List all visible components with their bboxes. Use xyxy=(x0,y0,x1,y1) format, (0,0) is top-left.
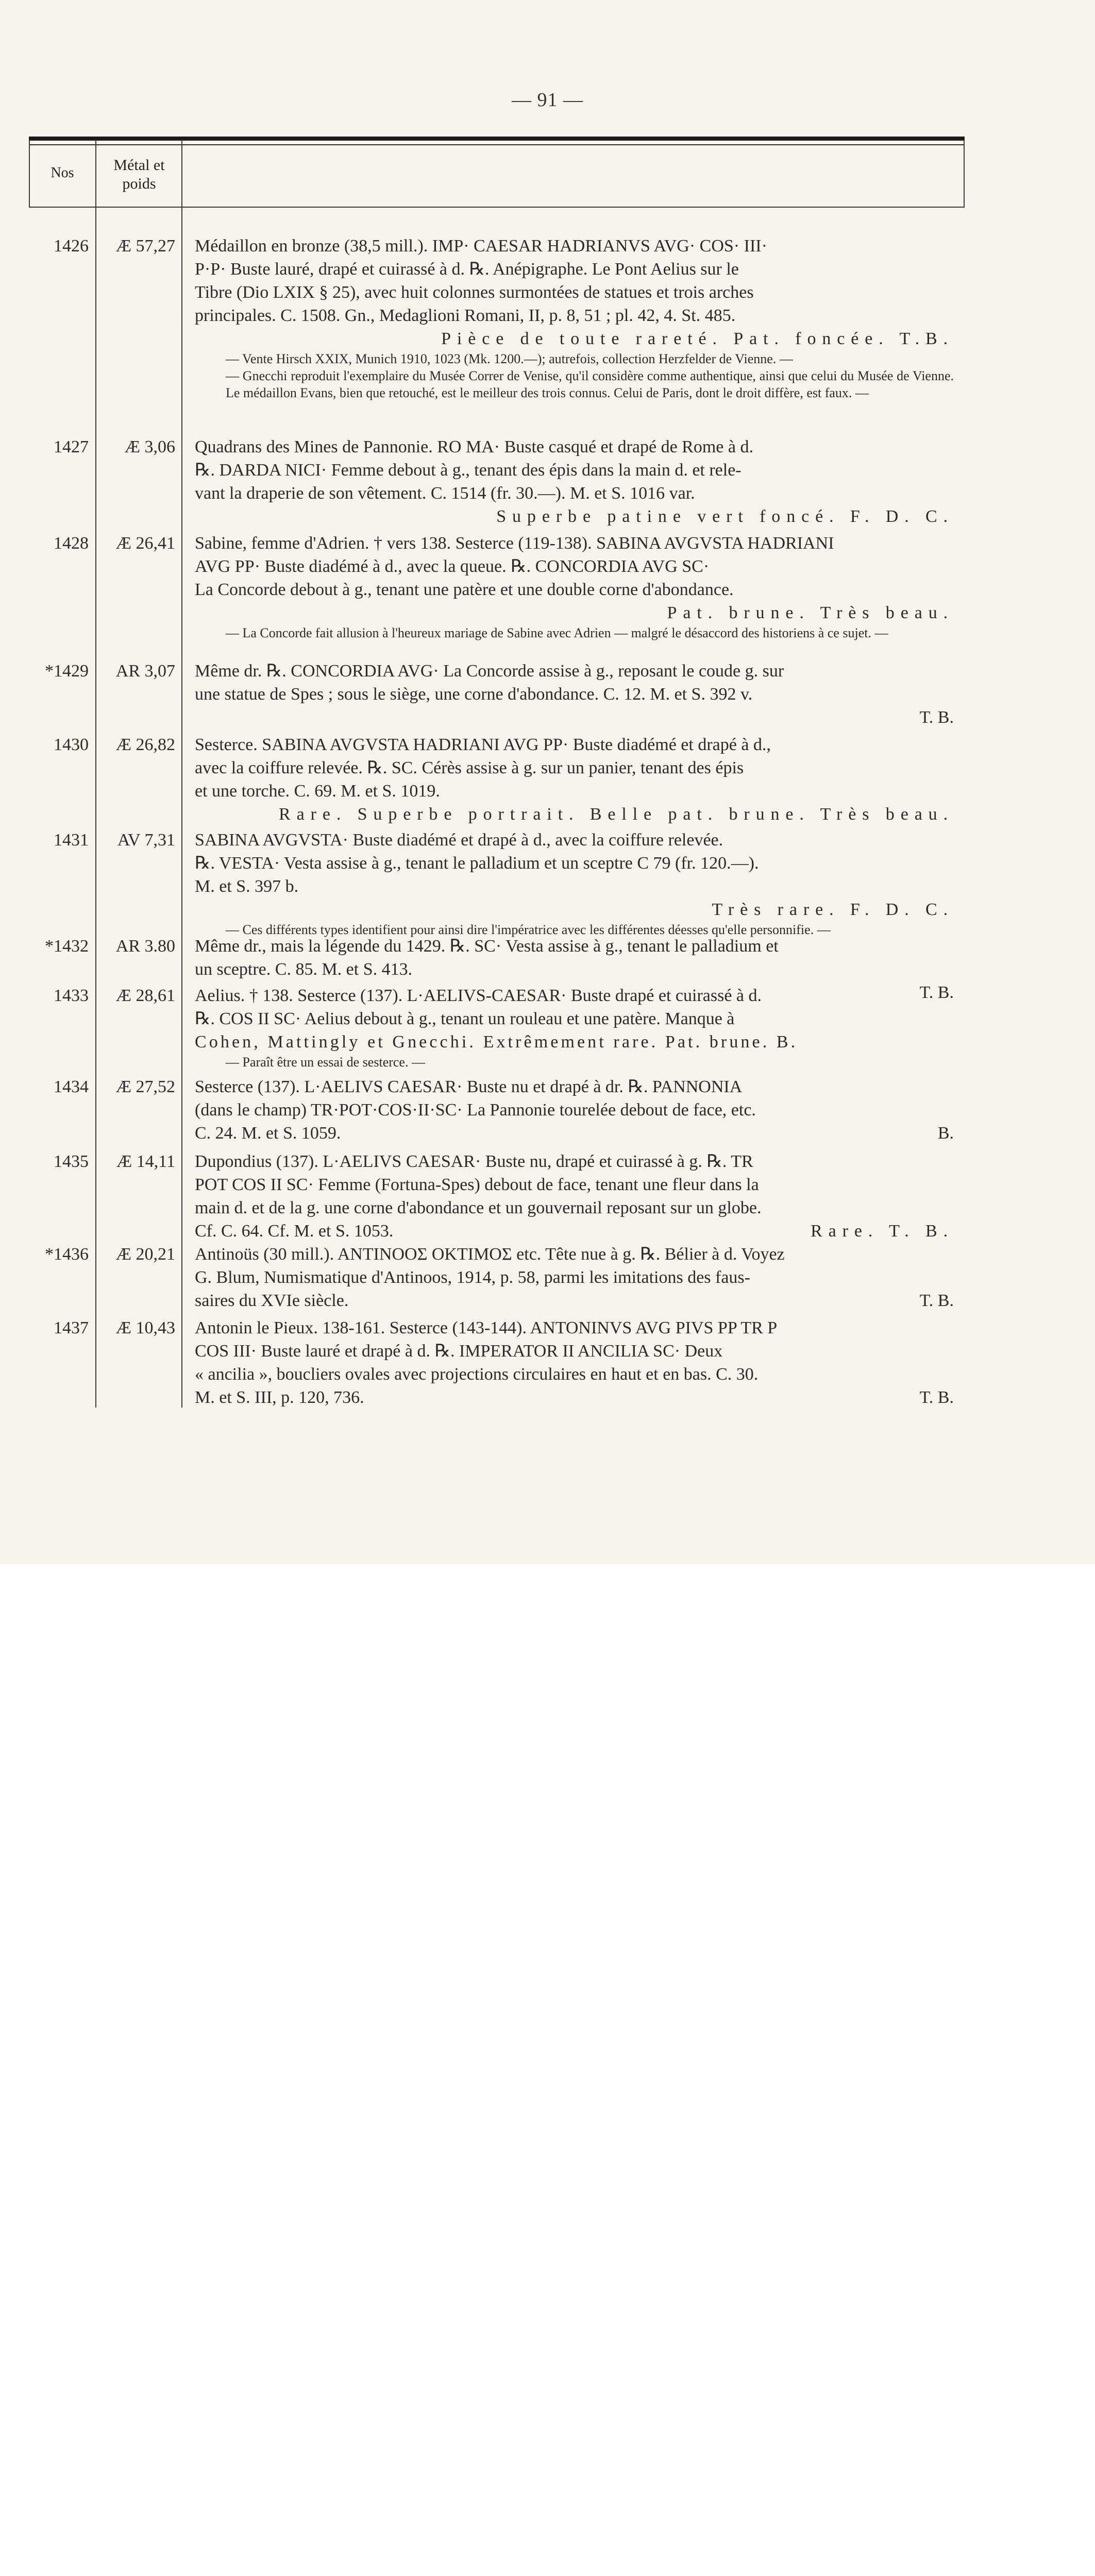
entry-number: *1436 xyxy=(45,1245,89,1264)
entry-metal-weight: Æ 26,41 xyxy=(115,534,175,553)
entry-metal-weight: Æ 14,11 xyxy=(116,1152,175,1171)
footer-bar xyxy=(0,1564,1095,1643)
entry-metal-weight: AV 7,31 xyxy=(117,831,175,850)
desc-line: C. 24. M. et S. 1059. xyxy=(195,1124,341,1143)
desc-line: SABINA AVGVSTA· Buste diadémé et drapé à d., avec la coiffure relevée. xyxy=(195,831,723,850)
desc-line: Même dr. ℞. CONCORDIA AVG· La Concorde assise à g., reposant le coude g. sur xyxy=(195,662,784,681)
desc-line: un sceptre. C. 85. M. et S. 413. xyxy=(195,960,413,979)
desc-note: — Paraît être un essai de sesterce. — xyxy=(226,1055,425,1070)
entry-metal-weight: AR 3.80 xyxy=(115,937,175,956)
entry-metal-weight: Æ 57,27 xyxy=(115,236,175,256)
desc-line: ℞. COS II SC· Aelius debout à g., tenant un rouleau et une patère. Manque à xyxy=(195,1009,735,1028)
entry-number: 1433 xyxy=(54,986,89,1005)
table-left-border xyxy=(29,140,30,207)
desc-line: COS III· Buste lauré et drapé à d. ℞. IMPERATOR II ANCILIA SC· Deux xyxy=(195,1342,723,1361)
desc-line: Même dr., mais la légende du 1429. ℞. SC· Vesta assise à g., tenant le palladium et xyxy=(195,937,779,956)
desc-line: Aelius. † 138. Sesterce (137). L·AELIVS-CAESAR· Buste drapé et cuirassé à d. xyxy=(195,986,762,1005)
entry-description xyxy=(195,733,954,826)
entry-number: 1437 xyxy=(54,1318,89,1337)
header-metal-line1: Métal et xyxy=(113,157,165,174)
entry-description xyxy=(195,234,954,401)
desc-line: Médaillon en bronze (38,5 mill.). IMP· CAESAR HADRIANVS AVG· COS· III· xyxy=(195,236,767,256)
desc-line: avec la coiffure relevée. ℞. SC. Cérès assise à g. sur un panier, tenant des épis xyxy=(195,758,744,777)
entry-metal-weight: Æ 3,06 xyxy=(124,437,175,456)
desc-grade: T. B. xyxy=(919,1291,954,1310)
entry-metal-weight: Æ 20,21 xyxy=(115,1245,175,1264)
desc-line: saires du XVIe siècle. xyxy=(195,1291,349,1310)
desc-grade: Superbe patine vert foncé. F. D. C. xyxy=(496,507,954,526)
entry-number: 1431 xyxy=(54,831,89,850)
entry-metal-weight: Æ 27,52 xyxy=(115,1077,175,1096)
desc-line: M. et S. 397 b. xyxy=(195,877,299,896)
desc-line: G. Blum, Numismatique d'Antinoos, 1914, p. 58, parmi les imitations des faus- xyxy=(195,1268,750,1287)
desc-line: principales. C. 1508. Gn., Medaglioni Romani, II, p. 8, 51 ; pl. 42, 4. St. 485. xyxy=(195,306,736,325)
column-divider-2 xyxy=(181,140,182,1408)
entry-number: 1430 xyxy=(54,735,89,754)
header-metal-line2: poids xyxy=(122,175,156,192)
desc-line: Tibre (Dio LXIX § 25), avec huit colonnes surmontées de statues et trois arches xyxy=(195,283,754,302)
desc-grade: T. B. xyxy=(919,983,954,1002)
desc-line: Quadrans des Mines de Pannonie. RO MA· Buste casqué et drapé de Rome à d. xyxy=(195,437,753,456)
desc-grade: T. B. xyxy=(919,708,954,727)
desc-line: ℞. DARDA NICI· Femme debout à g., tenant des épis dans la main d. et rele- xyxy=(195,461,742,480)
desc-line: Antinoüs (30 mill.). ANTINOOΣ OKTIMOΣ etc. Tête nue à g. ℞. Bélier à d. Voyez xyxy=(195,1245,785,1264)
desc-line: une statue de Spes ; sous le siège, une corne d'abondance. C. 12. M. et S. 392 v. xyxy=(195,685,753,704)
desc-note: — Vente Hirsch XXIX, Munich 1910, 1023 (Mk. 1200.—); autrefois, collection Herzfelder de Vienne. — xyxy=(226,351,793,366)
entry-number: 1427 xyxy=(54,437,89,456)
desc-line: Sesterce. SABINA AVGVSTA HADRIANI AVG PP· Buste diadémé et drapé à d., xyxy=(195,735,771,754)
desc-note: — Ces différents types identifient pour ainsi dire l'impératrice avec les différentes déesses qu'elle personnifie. — xyxy=(226,922,831,937)
desc-line: main d. et de la g. une corne d'abondance et un gouvernail reposant sur un globe. xyxy=(195,1198,762,1217)
desc-line: et une torche. C. 69. M. et S. 1019. xyxy=(195,782,440,801)
desc-grade: Rare. Superbe portrait. Belle pat. brune. Très beau. xyxy=(279,805,954,824)
desc-line: ℞. VESTA· Vesta assise à g., tenant le palladium et un sceptre C 79 (fr. 120.—). xyxy=(195,854,759,873)
desc-line: Sabine, femme d'Adrien. † vers 138. Sesterce (119-138). SABINA AVGVSTA HADRIANI xyxy=(195,534,834,553)
entry-metal-weight: Æ 28,61 xyxy=(115,986,175,1005)
entry-number: 1428 xyxy=(54,534,89,553)
entry-number: 1435 xyxy=(54,1152,89,1171)
desc-line: Antonin le Pieux. 138-161. Sesterce (143-144). ANTONINVS AVG PIVS PP TR P xyxy=(195,1318,778,1337)
desc-line: La Concorde debout à g., tenant une patère et une double corne d'abondance. xyxy=(195,580,734,599)
desc-line: M. et S. III, p. 120, 736. xyxy=(195,1388,364,1407)
desc-line: (dans le champ) TR·POT·COS·II·SC· La Pannonie tourelée debout de face, etc. xyxy=(195,1100,756,1120)
entry-description xyxy=(195,659,954,729)
desc-grade: Très rare. F. D. C. xyxy=(712,900,954,919)
entry-number: *1429 xyxy=(45,662,89,681)
desc-grade: T. B. xyxy=(919,1388,954,1407)
desc-grade: Rare. T. B. xyxy=(811,1222,954,1241)
desc-line: Dupondius (137). L·AELIVS CAESAR· Buste nu, drapé et cuirassé à g. ℞. TR xyxy=(195,1152,753,1171)
top-rule-thin xyxy=(29,144,965,145)
entry-number: *1432 xyxy=(45,937,89,956)
entry-description xyxy=(195,1075,954,1145)
entry-description xyxy=(195,1243,954,1312)
entry-description xyxy=(195,435,954,528)
desc-note: — La Concorde fait allusion à l'heureux mariage de Sabine avec Adrien — malgré le désaccord des historiens à ce sujet. — xyxy=(226,625,888,640)
desc-line: vant la draperie de son vêtement. C. 1514 (fr. 30.—). M. et S. 1016 var. xyxy=(195,484,695,503)
column-divider-1 xyxy=(95,140,96,1408)
desc-line: « ancilia », boucliers ovales avec projections circulaires en haut et en bas. C. 30. xyxy=(195,1365,759,1384)
desc-line: POT COS II SC· Femme (Fortuna-Spes) debout de face, tenant une fleur dans la xyxy=(195,1175,759,1194)
desc-line: Sesterce (137). L·AELIVS CAESAR· Buste nu et drapé à dr. ℞. PANNONIA xyxy=(195,1077,743,1096)
entry-description xyxy=(195,984,954,1071)
table-right-border xyxy=(964,140,965,207)
header-bottom-rule xyxy=(29,207,965,208)
desc-grade: Pièce de toute rareté. Pat. foncée. T.B. xyxy=(441,329,954,348)
entry-metal-weight: AR 3,07 xyxy=(115,662,175,681)
entry-description xyxy=(195,1316,954,1409)
header-nos: Nos xyxy=(50,165,74,181)
desc-grade: B. xyxy=(937,1124,954,1143)
entry-number: 1434 xyxy=(54,1077,89,1096)
entry-description xyxy=(195,828,954,938)
desc-line: AVG PP· Buste diadémé à d., avec la queue. ℞. CONCORDIA AVG SC· xyxy=(195,557,710,576)
top-rule-thick xyxy=(29,137,965,141)
entry-metal-weight: Æ 10,43 xyxy=(115,1318,175,1337)
desc-line: Cf. C. 64. Cf. M. et S. 1053. xyxy=(195,1222,394,1241)
page-number: — 91 — xyxy=(512,89,583,111)
desc-grade: Pat. brune. Très beau. xyxy=(667,603,954,622)
desc-line: P·P· Buste lauré, drapé et cuirassé à d. ℞. Anépigraphe. Le Pont Aelius sur le xyxy=(195,260,739,279)
entry-number: 1426 xyxy=(54,236,89,256)
header-metal-poids xyxy=(98,156,180,193)
entry-metal-weight: Æ 26,82 xyxy=(115,735,175,754)
entry-description xyxy=(195,1150,954,1243)
desc-note: — Gnecchi reproduit l'exemplaire du Musée Correr de Venise, qu'il considère comme authentique, ainsi que celui du Musée de Vienne. Le médaillon Evans, bien que retouché, est le meilleur des trois connus. Celui de Paris, dont le droit diffère, est faux. — xyxy=(226,368,954,400)
desc-grade: Cohen, Mattingly et Gnecchi. Extrêmement rare. Pat. brune. B. xyxy=(195,1032,798,1052)
entry-description xyxy=(195,532,954,641)
